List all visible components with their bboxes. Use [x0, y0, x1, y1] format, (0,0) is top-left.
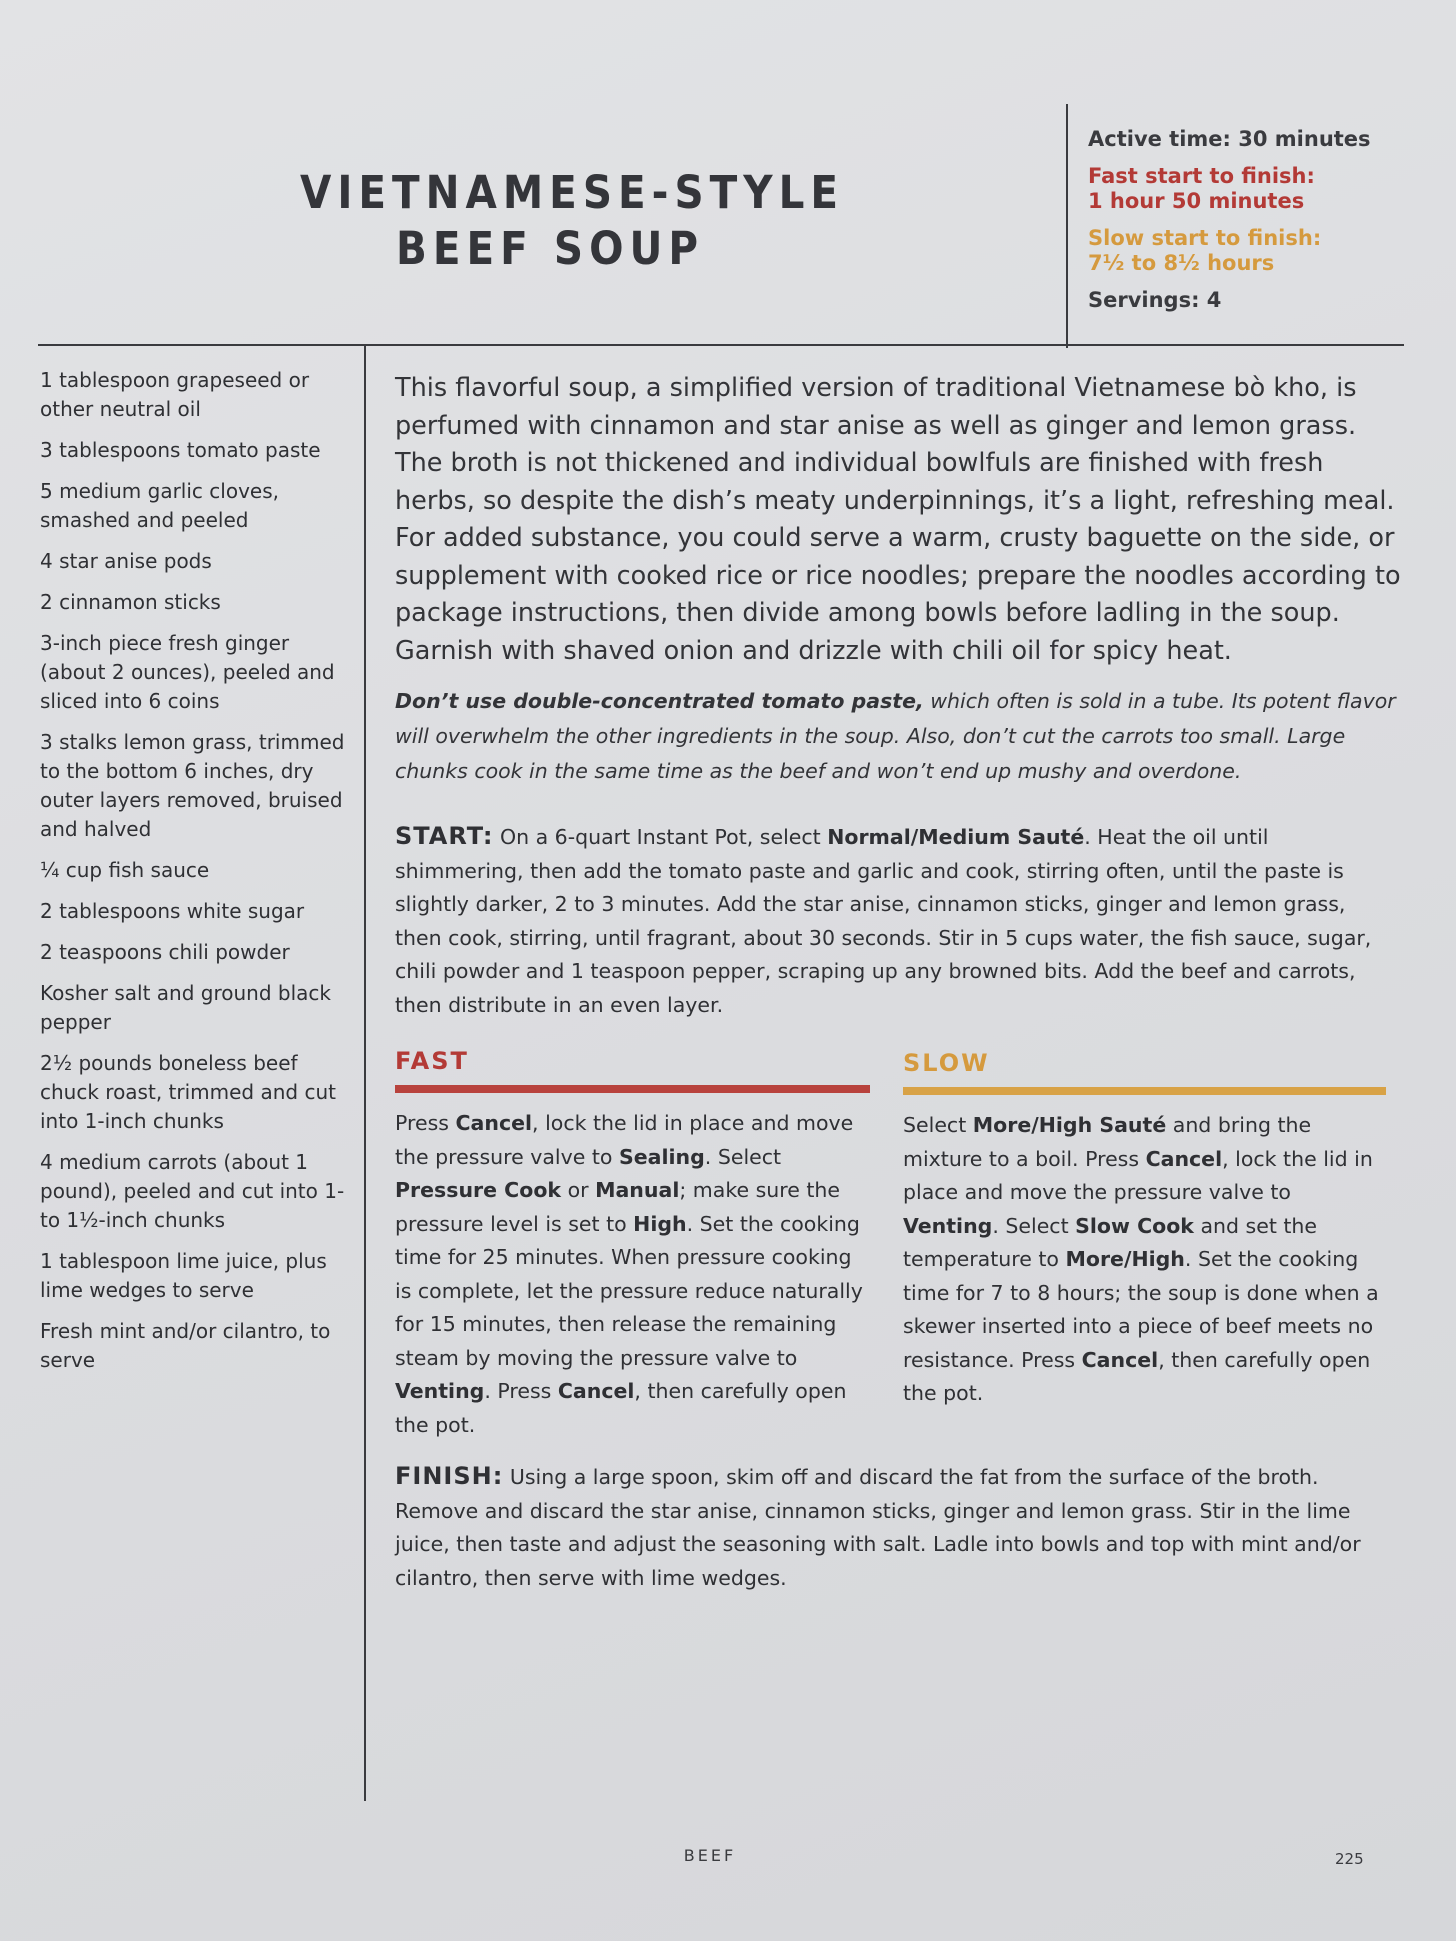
slow-text: . Set the cooking time for 7 to 8 hours; the soup is done when a skewer inserted into a piece of beef meets no resistance. Press: [903, 1247, 1379, 1372]
recipe-intro: This flavorful soup, a simplified version of traditional Vietnamese bò kho, is perfumed with cinnamon and star anise as well as ginger and lemon grass. The broth is not thickened and individual bowlfuls are finished with fresh herbs, so despite the dish’s meaty underpinnings, it’s a light, refreshing meal. For added substance, you could serve a warm, crusty baguette on the side, or supplement with cooked rice or rice noodles; prepare the noodles according to package instructions, then divide among bowls before ladling in the soup. Garnish with shaved onion and drizzle with chili oil for spicy heat.: [395, 373, 1401, 666]
fast-method: [395, 1047, 870, 1442]
fast-setting: High: [633, 1211, 687, 1236]
column-divider: [364, 346, 366, 1801]
fast-time-label: Fast start to finish:: [1088, 164, 1315, 188]
fast-text: , then carefully open the pot.: [395, 1379, 847, 1437]
ingredient-item: 2 tablespoons white sugar: [40, 899, 305, 923]
title-line-1: VIETNAMESE-STYLE: [300, 166, 845, 219]
slow-setting: Cancel: [1081, 1347, 1159, 1372]
slow-text: , then carefully open the pot.: [903, 1347, 1371, 1405]
note-lead: Don’t use double-concentrated tomato paste,: [395, 689, 924, 713]
fast-text: , lock the lid in place and move the pressure valve to: [395, 1111, 854, 1169]
slow-setting: Venting: [903, 1213, 993, 1238]
slow-color-bar: [903, 1087, 1386, 1095]
start-text: . Heat the oil until shimmering, then add the tomato paste and garlic and cook, stirring often, until the paste is slightly darker, 2 to 3 minutes. Add the star anise, cinnamon sticks, ginger and lemon grass, then cook, stirring, until fragrant, about 30 seconds. Stir in 5 cups water, the fish sauce, sugar, chili powder and 1 teaspoon pepper, scraping up any browned bits. Add the beef and carrots, then distribute in an even layer.: [395, 825, 1372, 1017]
ingredient-item: 3 tablespoons tomato paste: [40, 438, 321, 462]
fast-time-block: [1088, 164, 1448, 214]
title-line-2: BEEF SOUP: [395, 222, 705, 275]
header-rule: [38, 344, 1404, 346]
slow-text: Select: [903, 1113, 973, 1137]
fast-setting: Cancel: [455, 1111, 533, 1135]
slow-setting: Slow Cook: [1075, 1213, 1194, 1238]
slow-time-label: Slow start to finish:: [1088, 226, 1322, 250]
fast-heading: FAST: [395, 1047, 469, 1075]
slow-heading: SLOW: [903, 1049, 990, 1077]
page-number: 225: [1335, 1850, 1364, 1868]
ingredient-item: 5 medium garlic cloves, smashed and peeled: [40, 479, 279, 532]
ingredient-item: Kosher salt and ground black pepper: [40, 981, 331, 1034]
start-setting: Normal/Medium Sauté: [827, 825, 1085, 849]
slow-setting: More/High: [1065, 1247, 1185, 1271]
ingredient-item: 1 tablespoon lime juice, plus lime wedges to serve: [40, 1249, 327, 1302]
fast-text: . Press: [484, 1379, 558, 1403]
fast-setting: Manual: [595, 1178, 680, 1202]
finish-text: Using a large spoon, skim off and discard the fat from the surface of the broth. Remove and discard the star anise, cinnamon sticks, ginger and lemon grass. Stir in the lime juice, then taste and adjust the seasoning with salt. Ladle into bowls and top with mint and/or cilantro, then serve with lime wedges.: [395, 1465, 1361, 1590]
note-body: which often is sold in a tube. Its potent flavor will overwhelm the other ingredients in the soup. Also, don’t cut the carrots too small. Large chunks cook in the same time as the beef and won’t end up mushy and overdone.: [395, 689, 1396, 783]
fast-time-value: 1 hour 50 minutes: [1088, 189, 1305, 213]
footer-section-name: BEEF: [683, 1846, 737, 1865]
recipe-title: [300, 165, 845, 277]
ingredient-item: ¼ cup fish sauce: [40, 858, 210, 882]
fast-text: ; make sure the pressure level is set to: [395, 1178, 841, 1236]
ingredient-item: 4 star anise pods: [40, 549, 212, 573]
fast-text: . Set the cooking time for 25 minutes. When pressure cooking is complete, let the pressure reduce naturally for 15 minutes, then release the remaining steam by moving the pressure valve to: [395, 1211, 863, 1370]
start-step: [395, 820, 1395, 1022]
finish-step: [395, 1460, 1395, 1595]
ingredient-item: Fresh mint and/or cilantro, to serve: [40, 1319, 331, 1372]
slow-time-value: 7½ to 8½ hours: [1088, 251, 1275, 275]
start-text: On a 6-quart Instant Pot, select: [493, 825, 828, 849]
fast-setting: Cancel: [557, 1379, 635, 1403]
start-label: START:: [395, 822, 494, 850]
ingredient-item: 2 cinnamon sticks: [40, 590, 221, 614]
slow-setting: Cancel: [1145, 1146, 1223, 1171]
ingredient-list: [40, 366, 350, 1387]
fast-instructions: [395, 1107, 870, 1442]
header-divider: [1066, 104, 1068, 348]
slow-time-block: [1088, 226, 1448, 276]
fast-setting: Venting: [395, 1379, 485, 1403]
fast-color-bar: [395, 1085, 870, 1093]
slow-text: and set the temperature to: [903, 1213, 1318, 1271]
finish-label: FINISH:: [395, 1462, 504, 1490]
fast-text: or: [561, 1178, 596, 1202]
slow-method: [903, 1049, 1386, 1411]
slow-instructions: [903, 1109, 1386, 1411]
servings: Servings: 4: [1088, 288, 1222, 312]
slow-setting: More/High Sauté: [972, 1113, 1167, 1137]
fast-text: . Select: [704, 1144, 782, 1169]
ingredient-item: 2 teaspoons chili powder: [40, 940, 290, 964]
slow-text: and bring the mixture to a boil. Press: [903, 1113, 1312, 1171]
slow-text: , lock the lid in place and move the pressure valve to: [903, 1146, 1373, 1204]
ingredient-item: 1 tablespoon grapeseed or other neutral oil: [40, 368, 310, 421]
recipe-note: [395, 684, 1405, 789]
fast-setting: Sealing: [618, 1144, 705, 1169]
ingredient-item: 3 stalks lemon grass, trimmed to the bottom 6 inches, dry outer layers removed, bruised and halved: [40, 730, 345, 841]
active-time: Active time: 30 minutes: [1088, 127, 1371, 151]
fast-text: Press: [395, 1111, 456, 1135]
recipe-meta: [1088, 127, 1448, 313]
ingredient-item: 3-inch piece fresh ginger (about 2 ounces), peeled and sliced into 6 coins: [40, 631, 335, 713]
fast-setting: Pressure Cook: [395, 1178, 562, 1202]
ingredient-item: 2½ pounds boneless beef chuck roast, trimmed and cut into 1-inch chunks: [40, 1051, 336, 1133]
slow-text: . Select: [992, 1213, 1076, 1238]
ingredient-item: 4 medium carrots (about 1 pound), peeled and cut into 1- to 1½-inch chunks: [40, 1150, 345, 1232]
